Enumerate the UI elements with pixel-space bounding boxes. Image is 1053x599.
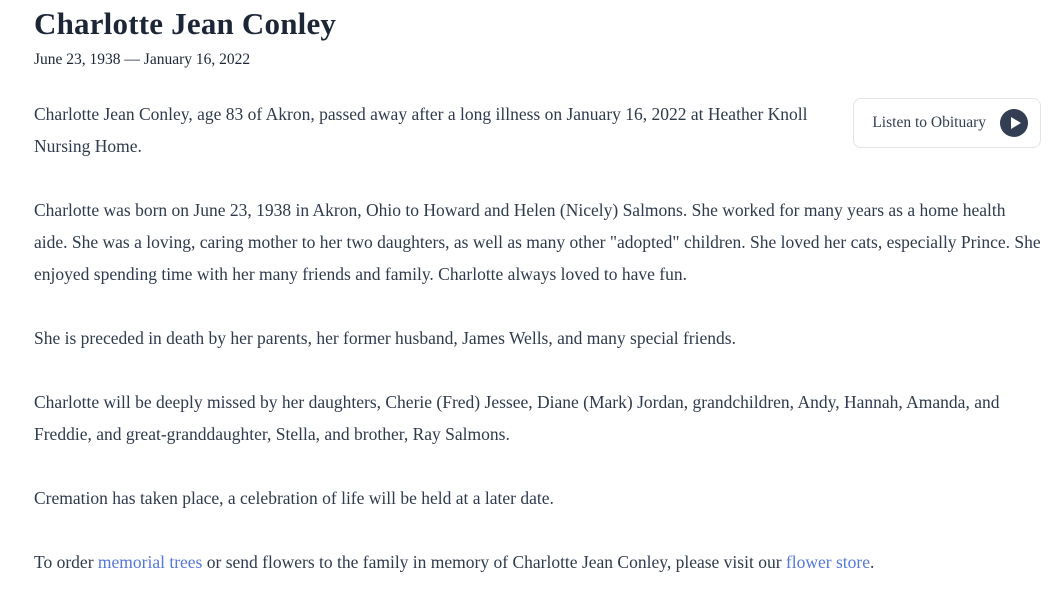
footer-text-suffix: . <box>869 551 875 572</box>
obituary-paragraph-1: Charlotte Jean Conley, age 83 of Akron, passed away after a long illness on January 16, 2022 at Heather Knoll Nursing Home. <box>34 103 808 156</box>
page-title: Charlotte Jean Conley <box>34 6 337 41</box>
play-icon <box>1000 109 1028 137</box>
obituary-paragraph-5: Cremation has taken place, a celebration of life will be held at a later date. <box>34 487 554 508</box>
footer-text-middle: or send flowers to the family in memory of Charlotte Jean Conley, please visit our <box>202 551 786 572</box>
listen-button-label: Listen to Obituary <box>872 113 986 131</box>
memorial-links-line <box>34 546 1041 578</box>
flower-store-link[interactable]: flower store <box>785 551 870 572</box>
listen-to-obituary-button[interactable] <box>853 98 1041 148</box>
obituary-paragraph-4: Charlotte will be deeply missed by her daughters, Cherie (Fred) Jessee, Diane (Mark) Jordan, grandchildren, Andy, Hannah, Amanda, and Freddie, and great-granddaughter, Stella, and brother, Ray Salmons. <box>34 391 1000 444</box>
obituary-paragraph-2: Charlotte was born on June 23, 1938 in Akron, Ohio to Howard and Helen (Nicely) Salmons. She worked for many years as a home health aide. She was a loving, caring mother to her two daughters, as well as many other "adopted" children. She loved her cats, especially Prince. She enjoyed spending time with her many friends and family. Charlotte always loved to have fun. <box>34 199 1041 284</box>
footer-text-prefix: To order <box>34 551 98 572</box>
obituary-body <box>34 98 1041 578</box>
obituary-paragraph-3: She is preceded in death by her parents, her former husband, James Wells, and many special friends. <box>34 327 736 348</box>
memorial-trees-link[interactable]: memorial trees <box>97 551 203 572</box>
life-dates: June 23, 1938 — January 16, 2022 <box>34 50 251 68</box>
obituary-header <box>34 6 1041 69</box>
play-triangle-glyph <box>1011 117 1021 129</box>
